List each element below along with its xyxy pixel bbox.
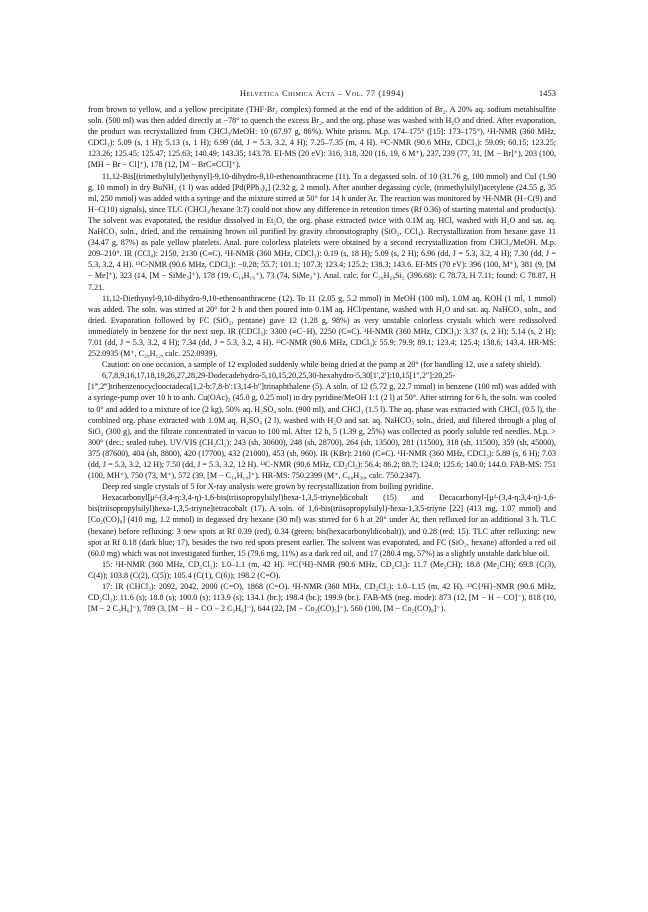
paragraph-compound-17-data: 17: IR (CHCl₃): 2092, 2042, 2000 (C=O), 1868 (C=O). ¹H-NMR (360 MHz, CD₂Cl₂): 1.0–1.15 (m, 42 H). ¹³C{¹H}-NMR (90.6 MHz, CD₂Cl₂): 11.6 (s); 18.8 (s); 100.0 (s); 113.9 (s); 134.1 (br.); 198.4 (br.); 199.9 (br.). FAB-MS (neg. mode): 873 (12, [M − H − CO]⁻), 818 (10, [M − 2 C₃H₆]⁻), 789 (3, [M − H − CO − 2 C₃H₆]⁻), 644 (22, [M − Co₂(CO)₅]⁻), 560 (100, [M − Co₂(CO)₈]⁻).: [88, 582, 556, 614]
journal-title: Helvetica Chimica Acta – Vol. 77 (1994): [239, 88, 405, 98]
running-header: [88, 88, 556, 102]
paragraph-compound-12: 11,12-Diethynyl-9,10-dihydro-9,10-ethenoanthracene (12). To 11 (2.05 g, 5.2 mmol) in MeOH (100 ml), 1.0M aq. KOH (1 ml, 1 mmol) was added. The soln. was stirred at 20° for 2 h and then poured into 0.1M aq. HCl/pentane, washed with H₂O and sat. aq. NaHCO₃ soln., and dried. Evaporation followed by FC (SiO₂, pentane) gave 12 (1.28 g, 98%) as very unstable colorless crystals which were redissolved immediately in benzene for the next step. IR (CDCl₃): 3300 (≡C−H), 2250 (C≡C). ¹H-NMR (360 MHz, CDCl₃): 3.37 (s, 2 H); 5.14 (s, 2 H); 7.01 (dd, J = 5.3, 3.2, 4 H); 7.34 (dd, J = 5.3, 3.2, 4 H). ¹³C-NMR (90.6 MHz, CDCl₃): 55.9; 79.9; 89.1; 123.4; 125.4; 138.6; 143.4. HR-MS: 252.0935 (M⁺, C₂₀H₁₂, calc. 252.0939).: [88, 293, 556, 359]
paragraph-compound-5: 6,7,8,9,16,17,18,19,26,27,28,29-Dodecadehydro-5,10,15,20,25,30-hexahydro-5,30[1′,2′]:10,15[1″,2″]:20,25-[1‴,2‴]tribenzenocyclooctadeca[1,2-b:7,8-b′:13,14-b″]trinaphthalene (5). A soln. of 12 (5.72 g, 22.7 mmol) in benzene (100 ml) was added with a syringe-pump over 10 h to anh. Cu(OAc)₂ (45.0 g, 0.25 mol) in dry pyridine/MeOH 1:1 (2 l) at 50°. After stirring for 6 h, the soln. was cooled to 0° and added to a mixture of ice (2 kg), 50% aq. H₂SO₄ soln. (900 ml), and CHCl₃ (1.5 l). The aq. phase was extracted with CHCl₃ (0.5 l), the combined org. phase extracted with 1.0M aq. H₂SO₄ (2 l), washed with H₂O and sat. aq. NaHCO₃ soln., dried, and filtered through a plug of SiO₂ (300 g), and the filtrate concentrated in vacuo to 100 ml. After 12 h, 5 (1.39 g, 25%) was collected as poorly soluble red needles. M.p. > 300° (dec.; sealed tube). UV/VIS (CH₂Cl₂): 243 (sh, 30600), 248 (sh, 28700), 264 (sh, 13500), 281 (11500), 318 (sh, 11500), 359 (sh, 45000), 375 (87600), 404 (sh, 8800), 420 (17700), 432 (21000), 453 (sh, 960). IR (KBr): 2160 (C≡C). ¹H-NMR (360 MHz, CDCl₃): 5.89 (s, 6 H); 7.03 (dd, J = 5.3, 3.2, 12 H); 7.50 (dd, J = 5.3, 3.2, 12 H). ¹³C-NMR (90.6 MHz, CD₂Cl₂): 56.4; 86.2; 88.7; 124.0; 125.6; 140.0; 144.0. FAB-MS: 751 (100, MH⁺), 750 (73, M⁺), 572 (39, [M − C₁₄H₁₀]⁺). HR-MS: 750.2399 (M⁺, C₆₀H₃₀, calc. 750.2347).: [88, 371, 556, 481]
paragraph-compound-15-data: 15: ¹H-NMR (360 MHz, CD₂Cl₂): 1.0–1.1 (m, 42 H). ¹³C{¹H}-NMR (90.6 MHz, CD₂Cl₂): 11.7 (Me₂CH); 18.8 (Me₂CH); 69.8 (C(3), C(4)); 103.8 (C(2), C(5)); 105.4 (C(1), C(6)); 198.2 (C=O).: [88, 559, 556, 580]
paragraph-crystals: Deep red single crystals of 5 for X-ray analysis were grown by recrystallization from boiling pyridine.: [102, 482, 434, 492]
paragraph-compound-11: 11,12-Bis[(trimethylsilyl)ethynyl]-9,10-dihydro-9,10-ethenoanthracene (11). To a degassed soln. of 10 (31.76 g, 100 mmol) and CuI (1.90 g, 10 mmol) in dry BuNH₂ (1 l) was added [Pd(PPh₃)₄] (2.32 g, 2 mmol). After another degassing cycle, (trimethylsilyl)acetylene (24.55 g, 35 ml, 250 mmol) was added with a syringe and the mixture stirred at 50° for 14 h under Ar. The reaction was monitored by ¹H-NMR (H−C(9) and H−C(10) signals), since TLC (CHCl₃/hexane 3:7) could not show any difference in retention times (Rf 0.36) of starting material and product(s). The solvent was evaporated, the residue dissolved in Et₂O, the org. phase extracted twice with 0.1M aq. HCl, washed with H₂O and sat. aq. NaHCO₃ soln., dried, and the remaining brown oil purified by gravity chromatography (SiO₂, CCl₄). Recrystallization from hexane gave 11 (34.47 g, 87%) as pale yellow platelets. Anal. pure colorless platelets were obtained by a second recrystallization from CHCl₃/MeOH. M.p. 209–210°. IR (CCl₄): 2150, 2130 (C≡C). ¹H-NMR (360 MHz, CDCl₃): 0.19 (s, 18 H); 5.09 (s, 2 H); 6.96 (dd, J = 5.3, 3.2, 4 H); 7.30 (dd, J = 5.3, 3.2, 4 H). ¹³C-NMR (90.6 MHz, CDCl₃): −0.28; 55.7; 101.1; 107.3; 123.4; 125.2; 138.3; 143.6. EI-MS (70 eV): 396 (100, M⁺), 381 (9, [M − Me]⁺), 323 (14, [M − SiMe₃]⁺), 178 (19, C₁₄H₁₀⁺), 73 (74, SiMe₃⁺). Anal. calc. for C₂₆H₂₈Si₂ (396.68): C 78.73, H 7.11; found: C 78.87, H 7.21.: [88, 171, 556, 292]
paragraph-caution: Caution: on one occasion, a sample of 12 exploded suddenly while being dried at the pump at 20° (for handling 12, use a safety shield).: [102, 360, 542, 370]
paragraph-compounds-15-17: Hexacarbonyl[μ²-(3,4-η:3,4-η)-1,6-bis(triisopropylsilyl)hexa-1,3,5-triyne]dicobalt (15) and Decacarbonyl-[μ²-(3,4-η:3,4-η)-1,6-bis(triisopropylsilyl)hexa-1,3,5-triyne]tetracobalt (17). A soln. of 1,6-bis(triisopropylsilyl)-hexa-1,3,5-triyne [22] (413 mg, 1.07 mmol) and [Co₂(CO)₈] (410 mg, 1.2 mmol) in degassed dry hexane (30 ml) was stirred for 6 h at 20° under Ar, then refluxed for an additional 3 h. TLC (hexane) before refluxing: 3 new spots at Rf 0.39 (red), 0.34 (green; bis(hexacarbonyldicobalt)), and 0.28 (red; 15). TLC after refluxing: new spot at Rf 0.18 (dark blue; 17), besides the two red spots present earlier. The solvent was evaporated, and FC (SiO₂, hexane) afforded a red oil (60.0 mg) which was not investigated further, 15 (79.6 mg, 11%) as a dark red oil, and 17 (280.4 mg, 57%) as a slightly unstable dark blue oil.: [88, 493, 556, 558]
paragraph-compound-10-workup: from brown to yellow, and a yellow precipitate (THF·Br₂ complex) formed at the end of the addition of Br₂. A 20% aq. sodium metabisulfite soln. (500 ml) was then added directly at −78° to quench the excess Br₂, and the org. phase was washed with H₂O and dried. After evaporation, the product was recrystallized from CHCl₃/MeOH: 10 (67.97 g, 86%). White prisms. M.p. 174–175° ([15]: 173–175°). ¹H-NMR (360 MHz, CDCl₃): 5.09 (s, 1 H); 5.13 (s, 1 H); 6.99 (dd, J = 5.3, 3.2, 4 H); 7.25–7.35 (m, 4 H). ¹³C-NMR (90.6 MHz, CDCl₃): 59.09; 60.15; 123.25; 123.26; 125.45; 125.47; 125.63; 140.49; 143.35; 143.78. EI-MS (20 eV): 316, 318, 320 (16, 19, 6 M⁺), 237, 239 (77, 31, [M − Br]⁺), 203 (100, [MH − Br − Cl]⁺), 178 (12, [M − BrC≡CCl]⁺).: [88, 105, 556, 170]
body-text: [88, 104, 556, 614]
page-number: 1453: [538, 88, 556, 98]
